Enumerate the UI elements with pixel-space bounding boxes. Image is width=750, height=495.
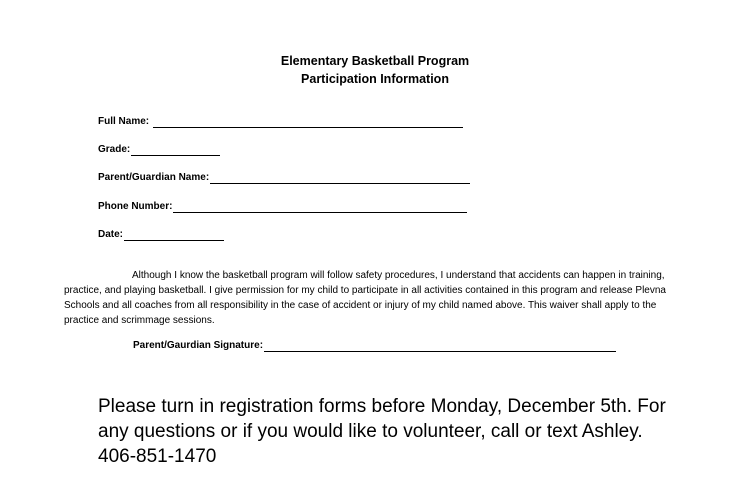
date-label: Date: xyxy=(98,229,124,240)
parent-guardian-name-field xyxy=(98,172,470,184)
grade-field xyxy=(98,144,220,156)
notice-line-3-phone: 406-851-1470 xyxy=(98,446,217,467)
waiver-paragraph: Although I know the basketball program will follow safety procedures, I understand that accidents can happen in training, practice, and playing basketball. I give permission for my child to participate in all activities contained in this program and release Plevna Schools and all coaches from all responsibility in the case of accident or injury of my child named above. This waiver shall apply to the practice and scrimmage sessions. xyxy=(64,270,666,326)
notice-line-2: any questions or if you would like to volunteer, call or text Ashley. xyxy=(98,421,643,442)
parent-guardian-name-blank-line[interactable] xyxy=(210,173,470,184)
registration-notice xyxy=(98,394,718,469)
parent-guardian-name-label: Parent/Guardian Name: xyxy=(98,172,210,183)
grade-label: Grade: xyxy=(98,144,131,155)
document-subtitle: Participation Information xyxy=(301,72,449,86)
signature-label: Parent/Gaurdian Signature: xyxy=(133,340,264,351)
grade-blank-line[interactable] xyxy=(131,145,220,156)
full-name-blank-line[interactable] xyxy=(153,117,463,128)
notice-line-1: Please turn in registration forms before Monday, December 5th. For xyxy=(98,396,666,417)
signature-field xyxy=(133,340,616,352)
phone-number-blank-line[interactable] xyxy=(173,202,467,213)
phone-number-label: Phone Number: xyxy=(98,201,173,212)
full-name-label: Full Name: xyxy=(98,116,150,127)
date-field xyxy=(98,229,224,241)
date-blank-line[interactable] xyxy=(124,230,224,241)
document-title: Elementary Basketball Program xyxy=(280,54,470,68)
full-name-field xyxy=(98,116,463,128)
signature-blank-line[interactable] xyxy=(264,341,616,352)
phone-number-field xyxy=(98,201,467,213)
